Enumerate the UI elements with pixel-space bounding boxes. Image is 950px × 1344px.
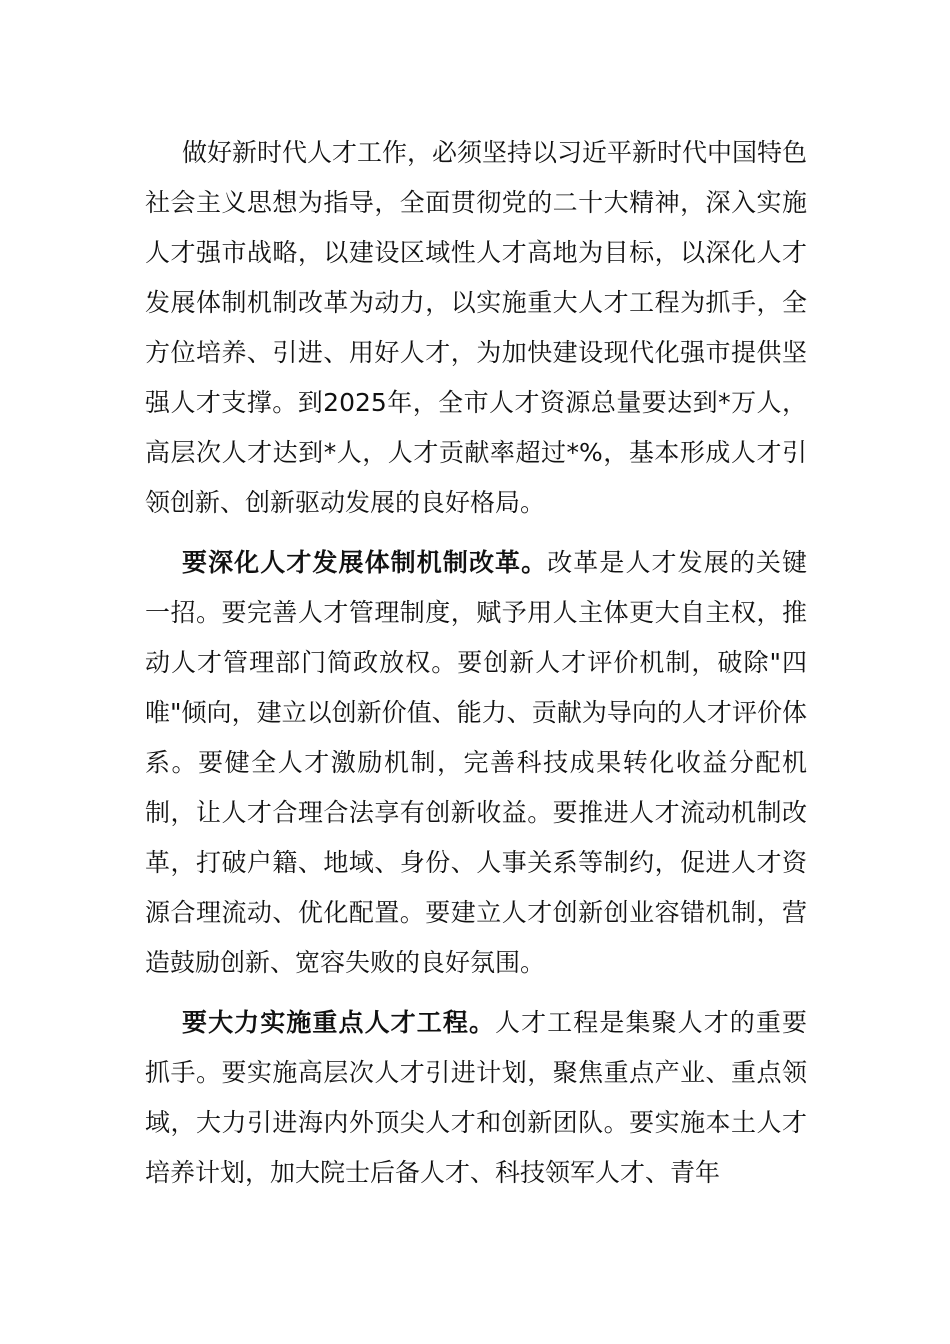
paragraph-lead: 要深化人才发展体制机制改革。 (182, 548, 548, 577)
paragraph-reform (145, 538, 807, 988)
paragraph-talent-projects (145, 998, 807, 1198)
document-body (145, 128, 807, 1198)
paragraph-text: 改革是人才发展的关键一招。要完善人才管理制度，赋予用人主体更大自主权，推动人才管理部门简政放权。要创新人才评价机制，破除"四唯"倾向，建立以创新价值、能力、贡献为导向的人才评价体系。要健全人才激励机制，完善科技成果转化收益分配机制，让人才合理合法享有创新收益。要推进人才流动机制改革，打破户籍、地域、身份、人事关系等制约，促进人才资源合理流动、优化配置。要建立人才创新创业容错机制，营造鼓励创新、宽容失败的良好氛围。 (145, 548, 807, 977)
paragraph-text: 人才工程是集聚人才的重要抓手。要实施高层次人才引进计划，聚焦重点产业、重点领域，大力引进海内外顶尖人才和创新团队。要实施本土人才培养计划，加大院士后备人才、科技领军人才、青年 (145, 1008, 807, 1187)
paragraph-intro (145, 128, 807, 528)
paragraph-lead: 要大力实施重点人才工程。 (182, 1008, 496, 1037)
paragraph-text: 做好新时代人才工作，必须坚持以习近平新时代中国特色社会主义思想为指导，全面贯彻党的二十大精神，深入实施人才强市战略，以建设区域性人才高地为目标，以深化人才发展体制机制改革为动力，以实施重大人才工程为抓手，全方位培养、引进、用好人才，为加快建设现代化强市提供坚强人才支撑。到2025年，全市人才资源总量要达到*万人，高层次人才达到*人，人才贡献率超过*%，基本形成人才引领创新、创新驱动发展的良好格局。 (145, 138, 808, 517)
